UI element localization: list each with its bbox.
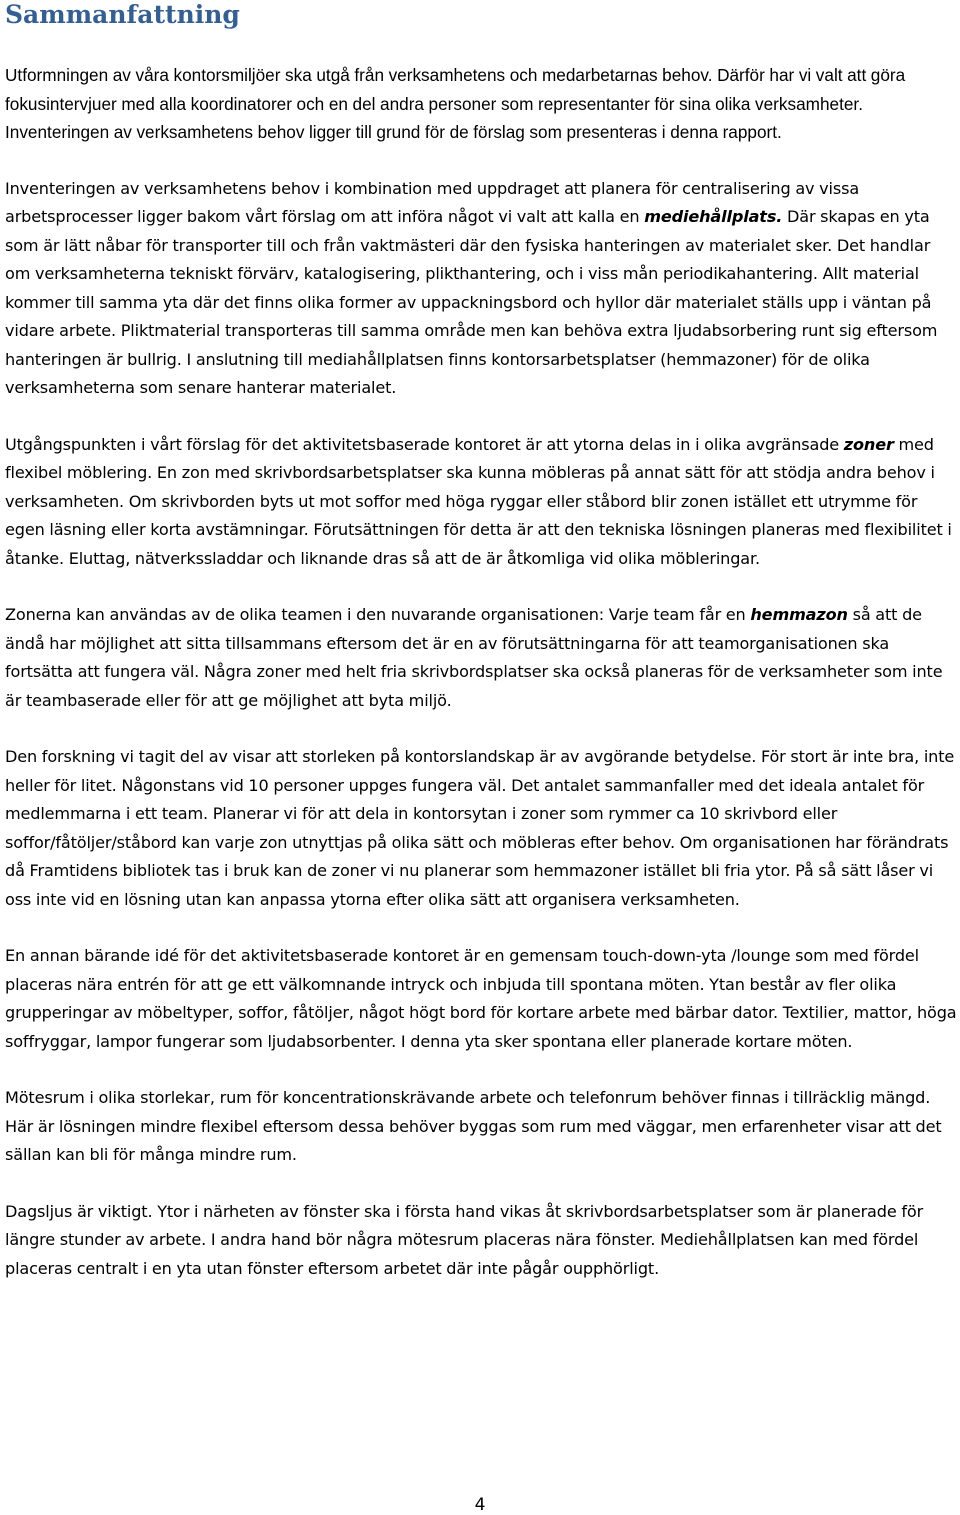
paragraph-zoner <box>5 431 958 574</box>
document-page <box>5 0 958 1283</box>
paragraph-hemmazon <box>5 601 958 715</box>
paragraph-lounge: En annan bärande idé för det aktivitetsbaserade kontoret är en gemensam touch-down-yta /lounge som med fördel placeras nära entrén för att ge ett välkomnande intryck och inbjuda till spontana möten. Ytan består av fler olika grupperingar av möbeltyper, soffor, fåtöljer, något högt bord för kortare arbete med bärbar dator. Textilier, mattor, höga soffryggar, lampor fungerar som ljudabsorbenter. I denna yta sker spontana eller planerade kortare möten. <box>5 946 957 1051</box>
paragraph-text: Inventeringen av verksamhetens behov i kombination med uppdraget att planera för centralisering av vissa arbetsprocesser ligger bakom vårt förslag om att införa något vi valt att kalla en <box>5 178 860 226</box>
paragraph-text: med flexibel möblering. En zon med skrivbordsarbetsplatser ska kunna möbleras på annat sätt för att stödja andra behov i verksamheten. Om skrivborden byts ut mot soffor med höga ryggar eller ståbord blir zonen istället ett utrymme för egen läsning eller korta avstämningar. Förutsättningen för detta är att den tekniska lösningen planeras med flexibilitet i åtanke. Eluttag, nätverkssladdar och liknande dras så att de är åtkomliga vid olika möbleringar. <box>5 434 952 568</box>
emphasis-term: hemmazon <box>750 605 848 624</box>
paragraph-text: Utgångspunkten i vårt förslag för det aktivitetsbaserade kontoret är att ytorna delas in i olika avgränsade <box>5 434 844 454</box>
emphasis-term: zoner <box>843 434 894 454</box>
paragraph-text: Där skapas en yta som är lätt nåbar för transporter till och från vaktmästeri där den fysiska hanteringen av materialet sker. Det handlar om verksamheterna tekniskt förvärv, katalogisering, plikthantering, och i viss mån periodikahantering. Allt material kommer till samma yta där det finns olika former av uppackningsbord och hyllor där materialet ställs upp i väntan på vidare arbete. Pliktmaterial transporteras till samma område men kan behöva extra ljudabsorbering runt sig eftersom hanteringen är bullrig. I anslutning till mediahållplatsen finns kontorsarbetsplatser (hemmazoner) för de olika verksamheterna som senare hanterar materialet. <box>5 207 938 397</box>
emphasis-term: mediehållplats. <box>644 207 783 226</box>
paragraph-mediehallplats <box>5 175 958 403</box>
page-title: Sammanfattning <box>5 0 240 29</box>
paragraph-forskning: Den forskning vi tagit del av visar att storleken på kontorslandskap är av avgörande betydelse. För stort är inte bra, inte heller för litet. Någonstans vid 10 personer uppges fungera väl. Det antalet sammanfaller med det ideala antalet för medlemmarna i ett team. Planerar vi för att dela in kontorsytan i zoner som rymmer ca 10 skrivbord eller soffor/fåtöljer/ståbord kan varje zon utnyttjas på olika sätt och möbleras efter behov. Om organisationen har förändrats då Framtidens bibliotek tas i bruk kan de zoner vi nu planerar som hemmazoner istället bli fria ytor. På så sätt låser vi oss inte vid en lösning utan kan anpassa ytorna efter olika sätt att organisera verksamheten. <box>5 747 955 909</box>
paragraph-intro: Utformningen av våra kontorsmiljöer ska utgå från verksamhetens och medarbetarnas behov. Därför har vi valt att göra fokusintervjuer med alla koordinatorer och en del andra personer som representanter för sina olika verksamheter. Inventeringen av verksamhetens behov ligger till grund för de förslag som presenteras i denna rapport. <box>5 65 906 142</box>
paragraph-text: så att de ändå har möjlighet att sitta tillsammans eftersom det är en av förutsättningarna för att teamorganisationen ska fortsätta att fungera väl. Några zoner med helt fria skrivbordsplatser ska också planeras för de verksamheter som inte är teambaserade eller för att ge möjlighet att byta miljö. <box>5 605 943 710</box>
page-number: 4 <box>474 1495 486 1515</box>
paragraph-dagsljus: Dagsljus är viktigt. Ytor i närheten av fönster ska i första hand vikas åt skrivbordsarbetsplatser som är planerade för längre stunder av arbete. I andra hand bör några mötesrum placeras nära fönster. Mediehållplatsen kan med fördel placeras centralt i en yta utan fönster eftersom arbetet där inte pågår oupphörligt. <box>5 1201 924 1278</box>
paragraph-text: Zonerna kan användas av de olika teamen i den nuvarande organisationen: Varje team får en <box>5 605 751 624</box>
paragraph-motesrum: Mötesrum i olika storlekar, rum för koncentrationskrävande arbete och telefonrum behöver finnas i tillräcklig mängd. Här är lösningen mindre flexibel eftersom dessa behöver byggas som rum med väggar, men erfarenheter visar att det sällan kan bli för många mindre rum. <box>5 1088 942 1164</box>
